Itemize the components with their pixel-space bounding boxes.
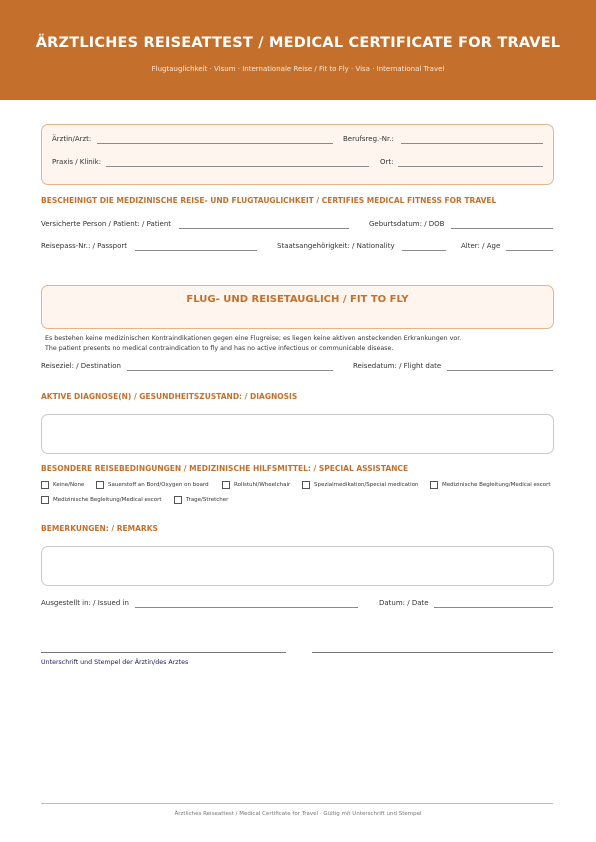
destination-field[interactable] xyxy=(127,370,333,371)
passport-field[interactable] xyxy=(135,250,257,251)
regno-label: Berufsreg.-Nr.: xyxy=(343,135,394,143)
checkbox-label: Sauerstoff an Bord/Oxygen on board xyxy=(108,482,209,488)
checkbox-box[interactable] xyxy=(41,481,49,489)
signature-label: Unterschrift und Stempel der Ärztin/des Arztes xyxy=(41,659,189,666)
checkbox-special-medication[interactable] xyxy=(302,481,419,489)
checkbox-none[interactable] xyxy=(41,481,84,489)
checkbox-box[interactable] xyxy=(174,496,182,504)
footer-text: Ärztliches Reiseattest / Medical Certificate for Travel · Gültig mit Unterschrift und Stempel xyxy=(174,811,422,817)
checkbox-label: Medizinische Begleitung/Medical escort xyxy=(53,497,162,503)
remarks-heading: BEMERKUNGEN: / REMARKS xyxy=(41,524,158,533)
header-banner xyxy=(0,0,596,100)
signature-line[interactable] xyxy=(41,652,286,653)
stamp-line[interactable] xyxy=(312,652,553,653)
remarks-field[interactable] xyxy=(41,546,554,586)
regno-field[interactable] xyxy=(401,143,543,144)
document-title: ÄRZTLICHES REISEATTEST / MEDICAL CERTIFICATE FOR TRAVEL xyxy=(35,35,561,51)
flight-date-label: Reisedatum: / Flight date xyxy=(353,362,442,370)
patient-field[interactable] xyxy=(179,228,349,229)
checkbox-medical-escort-2[interactable] xyxy=(41,496,162,504)
checkbox-box[interactable] xyxy=(96,481,104,489)
issued-in-label: Ausgestellt in: / Issued in xyxy=(41,599,129,607)
checkbox-stretcher[interactable] xyxy=(174,496,228,504)
checkbox-box[interactable] xyxy=(302,481,310,489)
assistance-heading: BESONDERE REISEBEDINGUNGEN / MEDIZINISCHE HILFSMITTEL: / SPECIAL ASSISTANCE xyxy=(41,464,409,473)
statement-de: Es bestehen keine medizinischen Kontraindikationen gegen eine Flugreise; es liegen keine aktiven ansteckenden Erkrankungen vor. xyxy=(45,335,462,342)
dob-field[interactable] xyxy=(451,228,553,229)
age-label: Alter: / Age xyxy=(461,242,501,250)
place-field[interactable] xyxy=(398,166,543,167)
patient-label: Versicherte Person / Patient: / Patient xyxy=(41,220,172,228)
certifies-heading: BESCHEINIGT DIE MEDIZINISCHE REISE- UND FLUGTAUGLICHKEIT / CERTIFIES MEDICAL FITNESS FOR TRAVEL xyxy=(41,196,497,205)
age-field[interactable] xyxy=(506,250,553,251)
passport-label: Reisepass-Nr.: / Passport xyxy=(41,242,128,250)
checkbox-box[interactable] xyxy=(222,481,230,489)
flight-date-field[interactable] xyxy=(447,370,553,371)
statement-en: The patient presents no medical contraindication to fly and has no active infectious or communicable disease. xyxy=(45,345,394,352)
nationality-field[interactable] xyxy=(402,250,446,251)
place-label: Ort: xyxy=(380,158,394,166)
nationality-label: Staatsangehörigkeit: / Nationality xyxy=(277,242,395,250)
footer-rule xyxy=(41,803,553,804)
checkbox-medical-escort[interactable] xyxy=(430,481,551,489)
date-label: Datum: / Date xyxy=(379,599,429,607)
doctor-field[interactable] xyxy=(97,143,333,144)
dob-label: Geburtsdatum: / DOB xyxy=(369,220,445,228)
checkbox-label: Spezialmedikation/Special medication xyxy=(314,482,419,488)
diagnosis-heading: AKTIVE DIAGNOSE(N) / GESUNDHEITSZUSTAND: / DIAGNOSIS xyxy=(41,392,298,401)
destination-label: Reiseziel: / Destination xyxy=(41,362,121,370)
checkbox-label: Medizinische Begleitung/Medical escort xyxy=(442,482,551,488)
fit-to-fly-box xyxy=(41,285,554,329)
fit-to-fly-title: FLUG- UND REISETAUGLICH / FIT TO FLY xyxy=(186,294,409,305)
document-subtitle: Flugtauglichkeit · Visum · Internationale Reise / Fit to Fly · Visa · International Travel xyxy=(151,65,445,73)
checkbox-wheelchair[interactable] xyxy=(222,481,290,489)
practice-field[interactable] xyxy=(106,166,369,167)
checkbox-box[interactable] xyxy=(41,496,49,504)
diagnosis-field[interactable] xyxy=(41,414,554,454)
checkbox-label: Trage/Stretcher xyxy=(186,497,229,503)
practice-label: Praxis / Klinik: xyxy=(52,158,102,166)
checkbox-label: Rollstuhl/Wheelchair xyxy=(234,482,291,488)
doctor-info-box xyxy=(41,124,554,185)
checkbox-oxygen[interactable] xyxy=(96,481,209,489)
doctor-label: Ärztin/Arzt: xyxy=(52,135,92,143)
checkbox-label: Keine/None xyxy=(53,482,85,488)
issued-in-field[interactable] xyxy=(135,607,358,608)
checkbox-box[interactable] xyxy=(430,481,438,489)
date-field[interactable] xyxy=(434,607,553,608)
